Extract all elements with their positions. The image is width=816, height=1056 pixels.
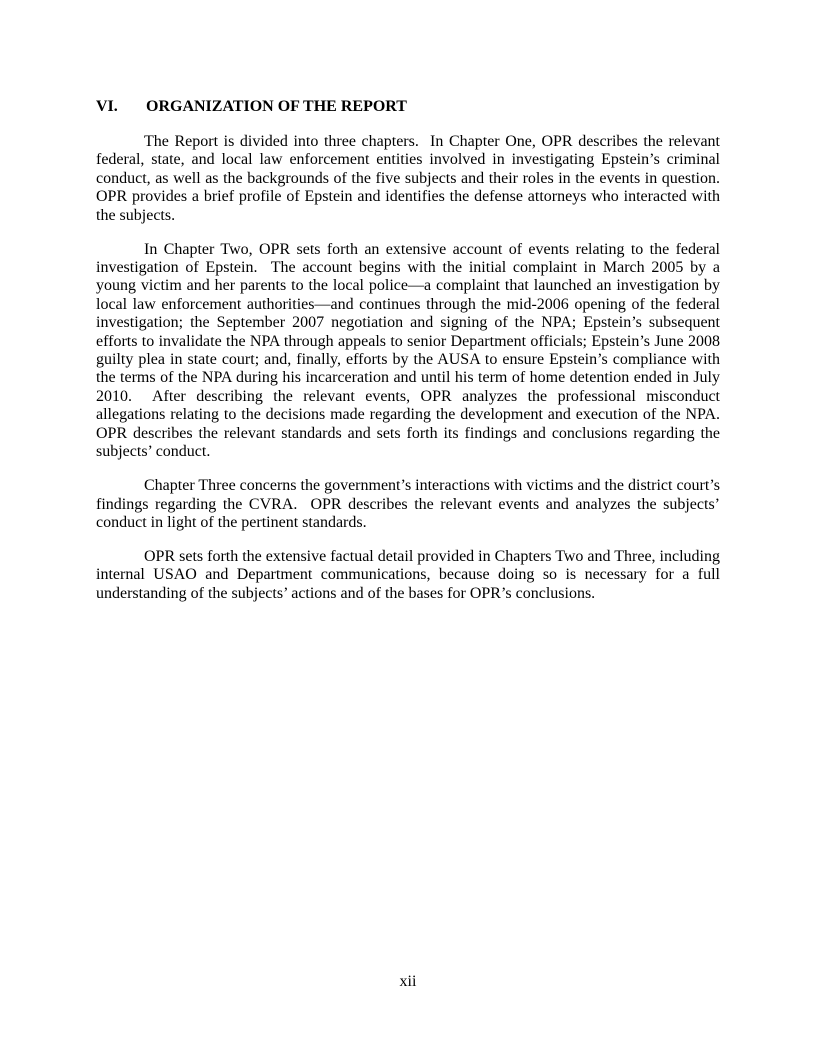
document-content [96, 97, 728, 619]
paragraph: In Chapter Two, OPR sets forth an extensive account of events relating to the federal investigation of Epstein. The account begins with the initial complaint in March 2005 by a young victim and her parents to the local police—a complaint that launched an investigation by local law enforcement authorities—and continues through the mid-2006 opening of the federal investigation; the September 2007 negotiation and signing of the NPA; Epstein’s subsequent efforts to invalidate the NPA through appeals to senior Department officials; Epstein’s June 2008 guilty plea in state court; and, finally, efforts by the AUSA to ensure Epstein’s compliance with the terms of the NPA during his incarceration and until his term of home detention ended in July 2010. After describing the relevant events, OPR analyzes the professional misconduct allegations relating to the decisions made regarding the development and execution of the NPA. OPR describes the relevant standards and sets forth its findings and conclusions regarding the subjects’ conduct. [96, 240, 728, 461]
paragraph: Chapter Three concerns the government’s interactions with victims and the district court’s findings regarding the CVRA. OPR describes the relevant events and analyzes the subjects’ conduct in light of the pertinent standards. [96, 477, 724, 531]
section-heading [96, 97, 720, 116]
paragraph: OPR sets forth the extensive factual detail provided in Chapters Two and Three, including internal USAO and Department communications, because doing so is necessary for a full understanding of the subjects’ actions and of the bases for OPR’s conclusions. [96, 547, 724, 602]
paragraph: The Report is divided into three chapters. In Chapter One, OPR describes the relevant federal, state, and local law enforcement entities involved in investigating Epstein’s criminal conduct, as well as the backgrounds of the five subjects and their roles in the events in question. OPR provides a brief profile of Epstein and identifies the defense attorneys who interacted with the subjects. [96, 133, 728, 224]
section-title: ORGANIZATION OF THE REPORT [146, 98, 407, 115]
page-number: xii [399, 973, 417, 990]
section-number: VI. [96, 98, 118, 115]
